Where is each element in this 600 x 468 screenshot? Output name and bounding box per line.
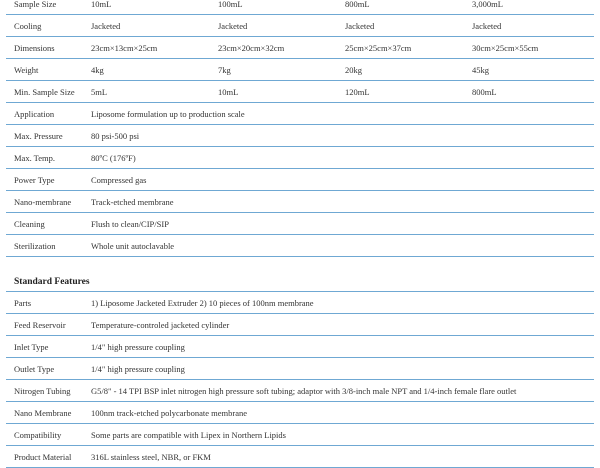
row-label: Application [6,103,83,125]
row-label: Sample Size [6,0,83,15]
row-label: Compatibility [6,424,83,446]
row-label: Max. Temp. [6,147,83,169]
cell-value: 10mL [210,81,337,103]
cell-value: 120mL [337,81,464,103]
table-row [6,424,594,446]
table-row [6,235,594,257]
cell-value: 1/4" high pressure coupling [83,336,594,358]
cell-value: G5/8" - 14 TPI BSP inlet nitrogen high pressure soft tubing; adaptor with 3/8-inch male NPT and 1/4-inch female flare outlet [83,380,594,402]
cell-value: Track-etched membrane [83,191,594,213]
cell-value: 800mL [464,81,594,103]
table-row [6,59,594,81]
cell-value: Jacketed [210,15,337,37]
row-label: Product Material [6,446,83,468]
cell-value: 800mL [337,0,464,15]
cell-value: Flush to clean/CIP/SIP [83,213,594,235]
features-table [6,292,594,468]
row-label: Nano Membrane [6,402,83,424]
table-row [6,147,594,169]
table-row [6,15,594,37]
cell-value: Temperature-controled jacketed cylinder [83,314,594,336]
table-row [6,314,594,336]
cell-value: 5mL [83,81,210,103]
cell-value: 1) Liposome Jacketed Extruder 2) 10 pieces of 100nm membrane [83,292,594,314]
spec-table [6,0,594,257]
cell-value: 30cm×25cm×55cm [464,37,594,59]
section-title: Standard Features [14,277,90,287]
cell-value: Jacketed [464,15,594,37]
cell-value: 3,000mL [464,0,594,15]
cell-value: 100mL [210,0,337,15]
row-label: Dimensions [6,37,83,59]
cell-value: 45kg [464,59,594,81]
cell-value: 23cm×20cm×32cm [210,37,337,59]
row-label: Power Type [6,169,83,191]
table-row [6,125,594,147]
cell-value: 20kg [337,59,464,81]
row-label: Weight [6,59,83,81]
table-row [6,213,594,235]
table-row [6,446,594,468]
cell-value: 80 psi-500 psi [83,125,594,147]
row-label: Sterilization [6,235,83,257]
cell-value: Whole unit autoclavable [83,235,594,257]
cell-value: 7kg [210,59,337,81]
row-label: Cooling [6,15,83,37]
cell-value: Jacketed [83,15,210,37]
table-row [6,191,594,213]
table-row [6,402,594,424]
cell-value: 23cm×13cm×25cm [83,37,210,59]
row-label: Feed Reservoir [6,314,83,336]
table-row [6,336,594,358]
row-label: Inlet Type [6,336,83,358]
table-row [6,169,594,191]
cell-value: 80ºC (176ºF) [83,147,594,169]
row-label: Outlet Type [6,358,83,380]
row-label: Cleaning [6,213,83,235]
row-label: Max. Pressure [6,125,83,147]
row-label: Min. Sample Size [6,81,83,103]
cell-value: 100nm track-etched polycarbonate membrane [83,402,594,424]
table-row [6,0,594,15]
table-row [6,37,594,59]
cell-value: 25cm×25cm×37cm [337,37,464,59]
row-label: Parts [6,292,83,314]
table-row [6,358,594,380]
table-row [6,292,594,314]
table-row [6,81,594,103]
cell-value: Some parts are compatible with Lipex in Northern Lipids [83,424,594,446]
row-label: Nano-membrane [6,191,83,213]
cell-value: 1/4" high pressure coupling [83,358,594,380]
cell-value: 4kg [83,59,210,81]
cell-value: Compressed gas [83,169,594,191]
cell-value: 316L stainless steel, NBR, or FKM [83,446,594,468]
cell-value: 10mL [83,0,210,15]
table-row [6,103,594,125]
cell-value: Jacketed [337,15,464,37]
row-label: Nitrogen Tubing [6,380,83,402]
cell-value: Liposome formulation up to production scale [83,103,594,125]
table-row [6,380,594,402]
